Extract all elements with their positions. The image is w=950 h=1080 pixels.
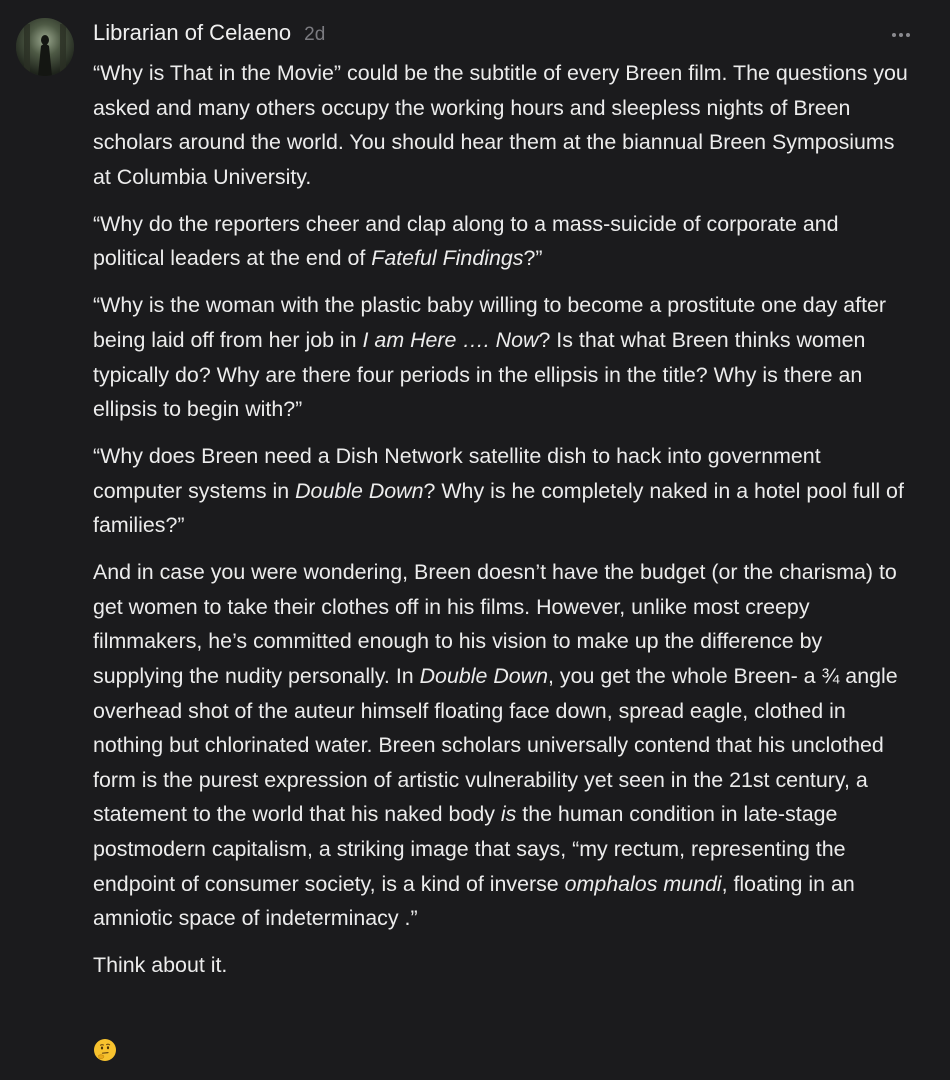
paragraph-text: , you get the whole Breen- a ¾ angle overhead shot of the auteur himself floating face down, spread eagle, clothed in nothing but chlorinated water. Breen scholars universally contend that his unclothed form is the purest expression of artistic vulnerability yet seen in the 21st century, a statement to the world that his naked body <box>93 664 898 827</box>
avatar-cloaked-figure-icon <box>16 18 74 76</box>
avatar[interactable] <box>16 18 74 76</box>
comment-body <box>93 56 915 995</box>
more-options-icon[interactable] <box>884 22 918 48</box>
dot <box>899 33 903 37</box>
paragraph-text: Think about it. <box>93 953 228 978</box>
paragraph-text: ? Is that what Breen thinks women typically do? Why are there four periods in the ellipsis in the title? Why is there an ellipsis to begin with?” <box>93 327 866 422</box>
dot <box>892 33 896 37</box>
author-name[interactable]: Librarian of Celaeno <box>93 20 292 45</box>
paragraph-text: And in case you were wondering, Breen doesn’t have the budget (or the charisma) to get women to take their clothes off in his films. However, unlike most creepy filmmakers, he’s committed enough to his vision to make up the difference by supplying the nudity personally. In <box>93 560 897 689</box>
comment-paragraph <box>93 555 915 936</box>
italic-title-text: Double Down <box>295 478 424 503</box>
paragraph-text: the human condition in late-stage postmodern capitalism, a striking image that says, “my rectum, representing the endpoint of consumer society, is a kind of inverse <box>93 802 846 896</box>
italic-title-text: is <box>500 802 517 827</box>
paragraph-text: ? Why is he completely naked in a hotel pool full of families?” <box>93 478 904 538</box>
paragraph-text: ?” <box>523 246 543 271</box>
comment-paragraph <box>93 439 915 543</box>
paragraph-text: “Why is the woman with the plastic baby willing to become a prostitute one day after being laid off from her job in <box>93 293 887 352</box>
comment-paragraph <box>93 948 915 983</box>
italic-title-text: Fateful Findings <box>371 246 524 271</box>
italic-title-text: omphalos mundi <box>564 871 722 896</box>
comment-paragraph <box>93 207 915 276</box>
italic-title-text: I am Here …. Now <box>362 327 539 352</box>
comment-header <box>93 20 325 52</box>
comment-paragraph <box>93 56 915 194</box>
paragraph-text: “Why is That in the Movie” could be the subtitle of every Breen film. The questions you asked and many others occupy the working hours and sleepless nights of Breen scholars around the world. You should hear them at the biannual Breen Symposiums at Columbia University. <box>93 61 908 189</box>
thinking-face-emoji-icon[interactable] <box>93 1038 117 1062</box>
paragraph-text: “Why does Breen need a Dish Network satellite dish to hack into government computer systems in <box>93 444 821 503</box>
comment-paragraph <box>93 288 915 426</box>
timestamp[interactable]: 2d <box>304 24 326 45</box>
italic-title-text: Double Down <box>419 664 549 689</box>
paragraph-text: “Why do the reporters cheer and clap along to a mass-suicide of corporate and political leaders at the end of <box>93 211 839 271</box>
dot <box>906 33 910 37</box>
paragraph-text: , floating in an amniotic space of indeterminacy .” <box>93 871 855 931</box>
